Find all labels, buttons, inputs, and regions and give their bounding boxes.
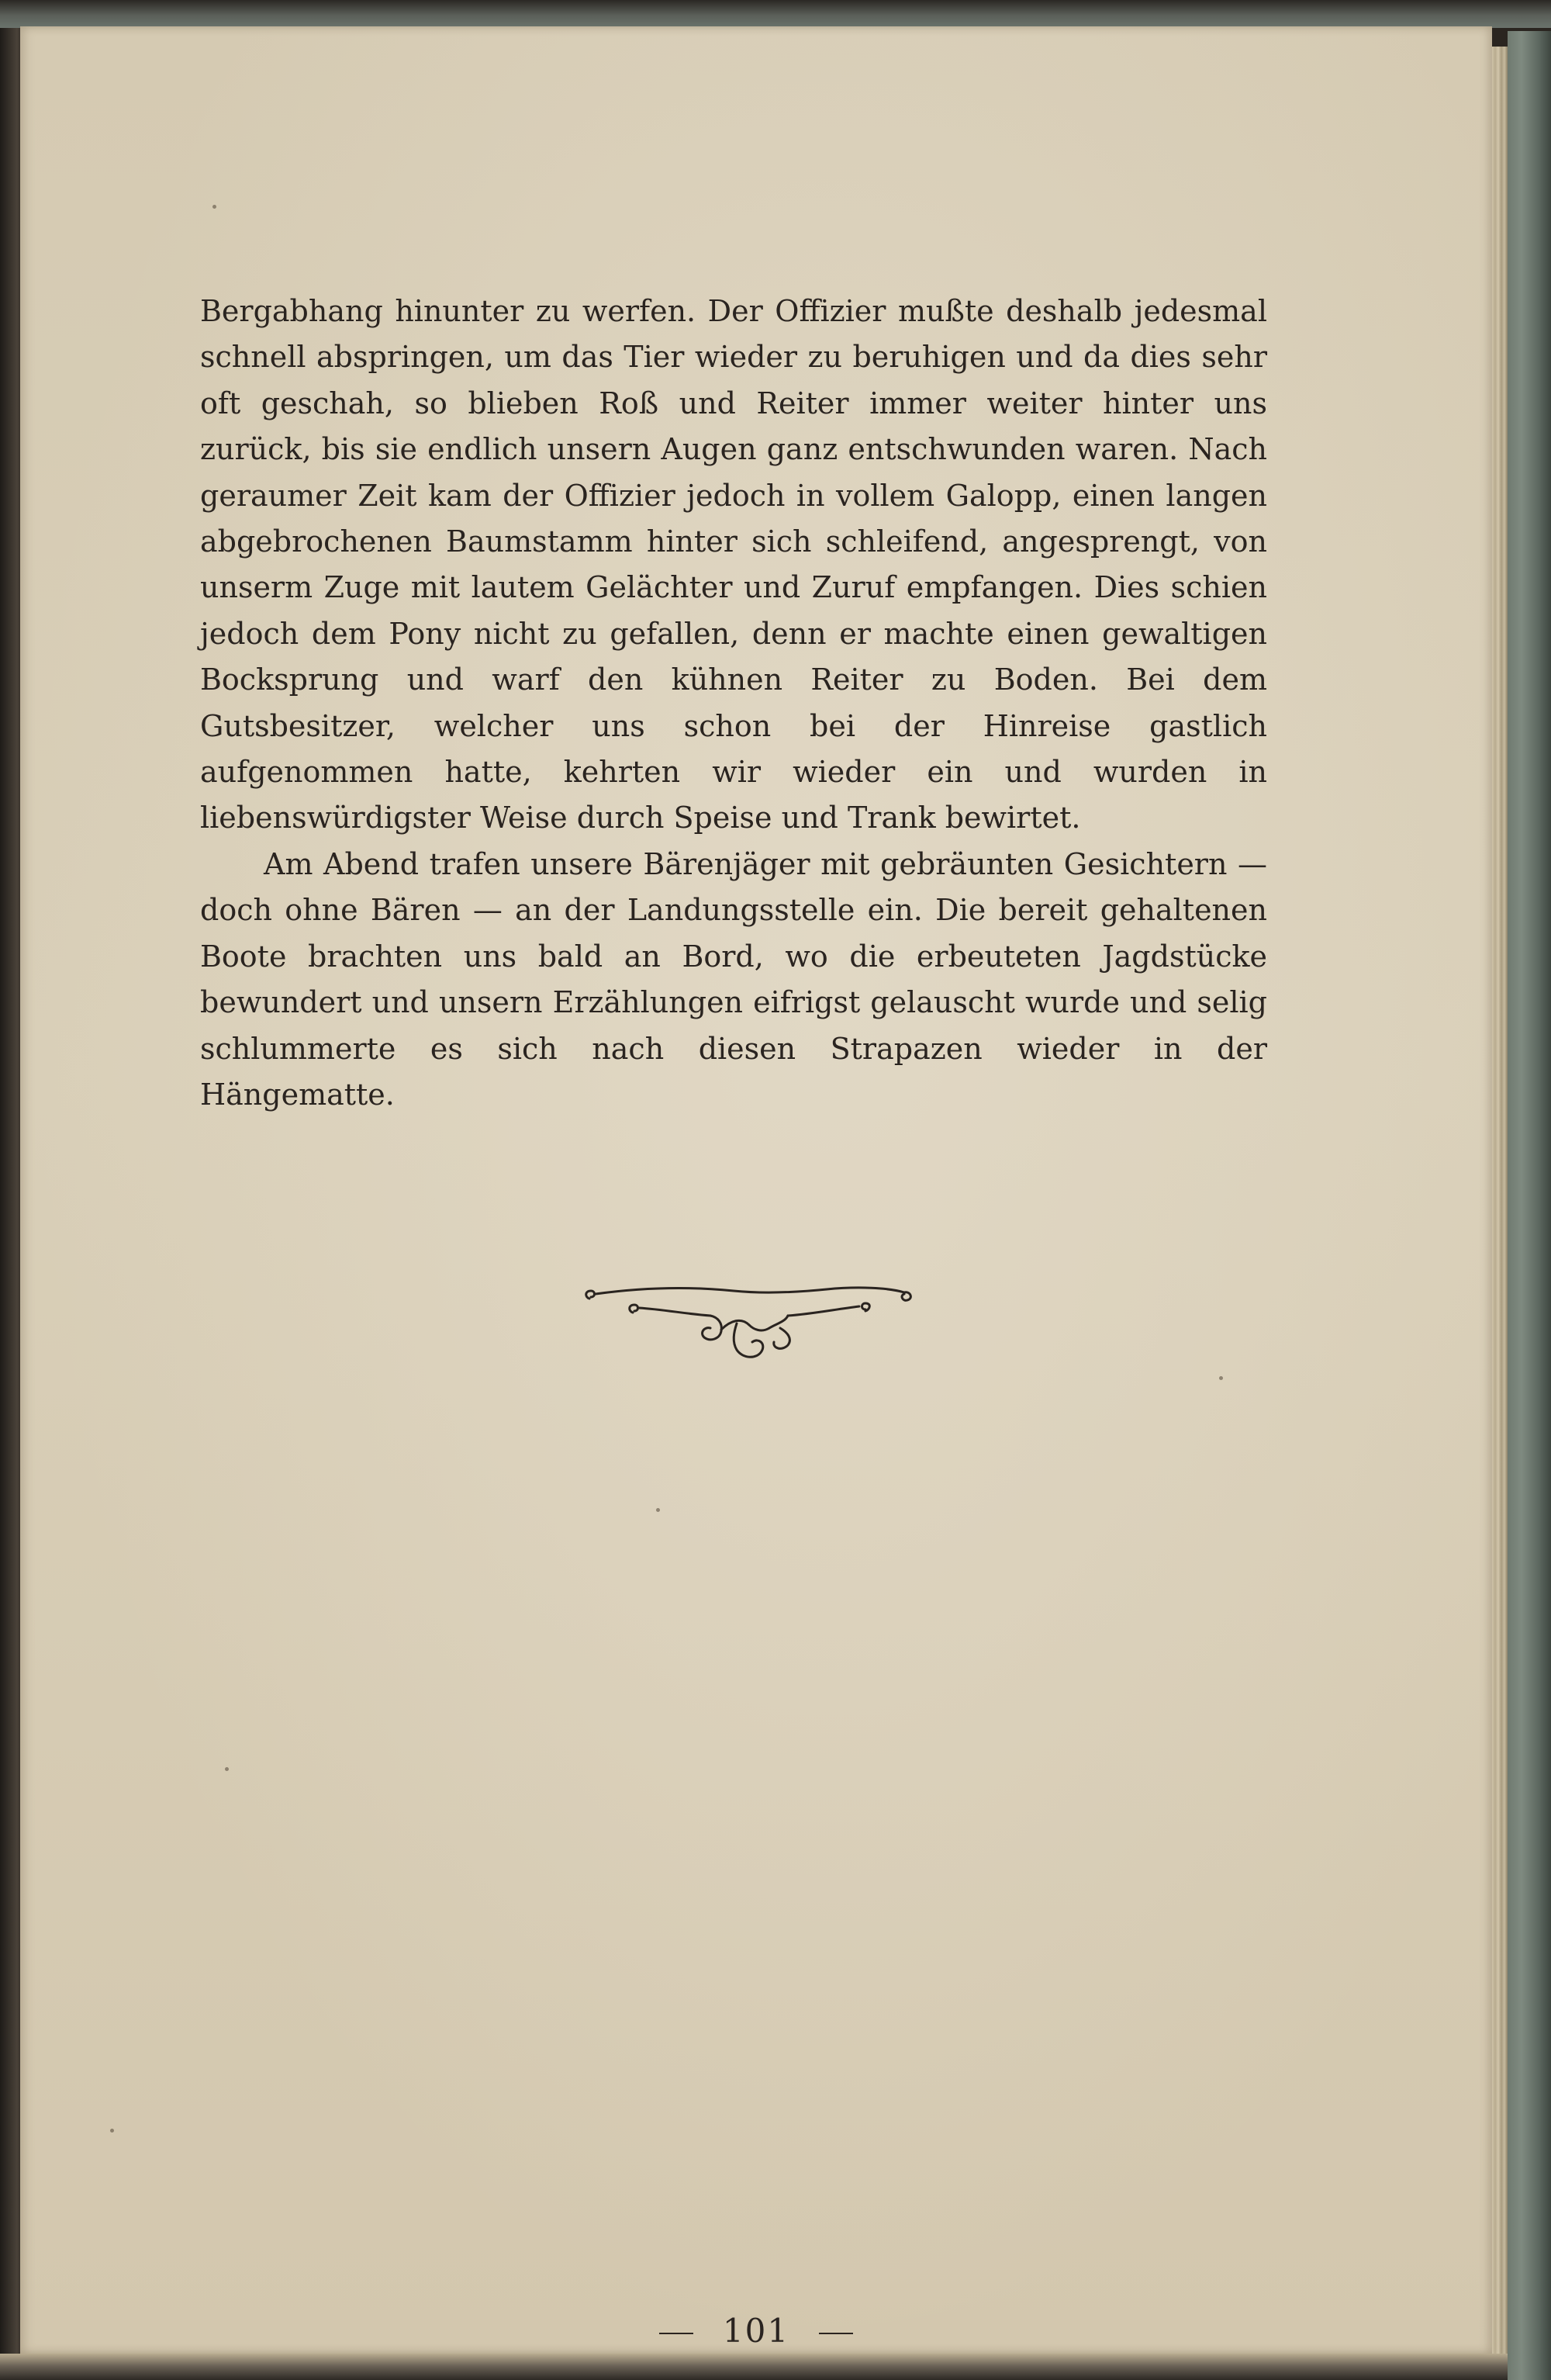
book-cover-edge xyxy=(1508,31,1551,2380)
paragraph-2: Am Abend trafen unsere Bärenjäger mit gebräunten Gesichtern — doch ohne Bären — an der Landungsstelle ein. Die bereit gehaltenen Boote brachten uns bald an Bord, wo die erbeuteten Jagdstücke bewundert und unsern Erzählungen eifrigst gelauscht wurde und selig schlummerte es sich nach diesen Strapazen wieder in der Hängematte. xyxy=(200,846,1267,1112)
dash-left xyxy=(659,2333,693,2334)
paper-speck xyxy=(212,205,216,209)
dash-right xyxy=(819,2333,853,2334)
bottom-edge xyxy=(0,2354,1508,2380)
page-stack-edge xyxy=(1492,47,1508,2366)
ornament-icon xyxy=(579,1283,920,1376)
top-edge xyxy=(0,0,1551,28)
page xyxy=(20,26,1492,2354)
paragraph-1: Bergabhang hinunter zu werfen. Der Offizier mußte deshalb jedesmal schnell abspringen, um das Tier wieder zu beruhigen und da dies sehr oft geschah, so blieben Roß und Reiter immer weiter hinter uns zurück, bis sie endlich unsern Augen ganz entschwunden waren. Nach geraumer Zeit kam der Offizier jedoch in vollem Galopp, einen langen abgebrochenen Baumstamm hinter sich schleifend, angesprengt, von unserm Zuge mit lautem Gelächter und Zuruf empfangen. Dies schien jedoch dem Pony nicht zu gefallen, denn er machte einen gewaltigen Bocksprung und warf den kühnen Reiter zu Boden. Bei dem Gutsbesitzer, welcher uns schon bei der Hinreise gastlich aufgenommen hatte, kehrten wir wieder ein und wurden in liebenswürdigster Weise durch Speise und Trank bewirtet. xyxy=(200,294,1267,835)
paper-speck xyxy=(656,1508,660,1512)
paper-speck xyxy=(1219,1376,1223,1380)
body-text xyxy=(200,289,1267,1118)
page-number xyxy=(20,2312,1492,2350)
paper-speck xyxy=(225,1767,229,1771)
page-number-value: 101 xyxy=(722,2312,790,2350)
paper-speck xyxy=(110,2129,114,2133)
